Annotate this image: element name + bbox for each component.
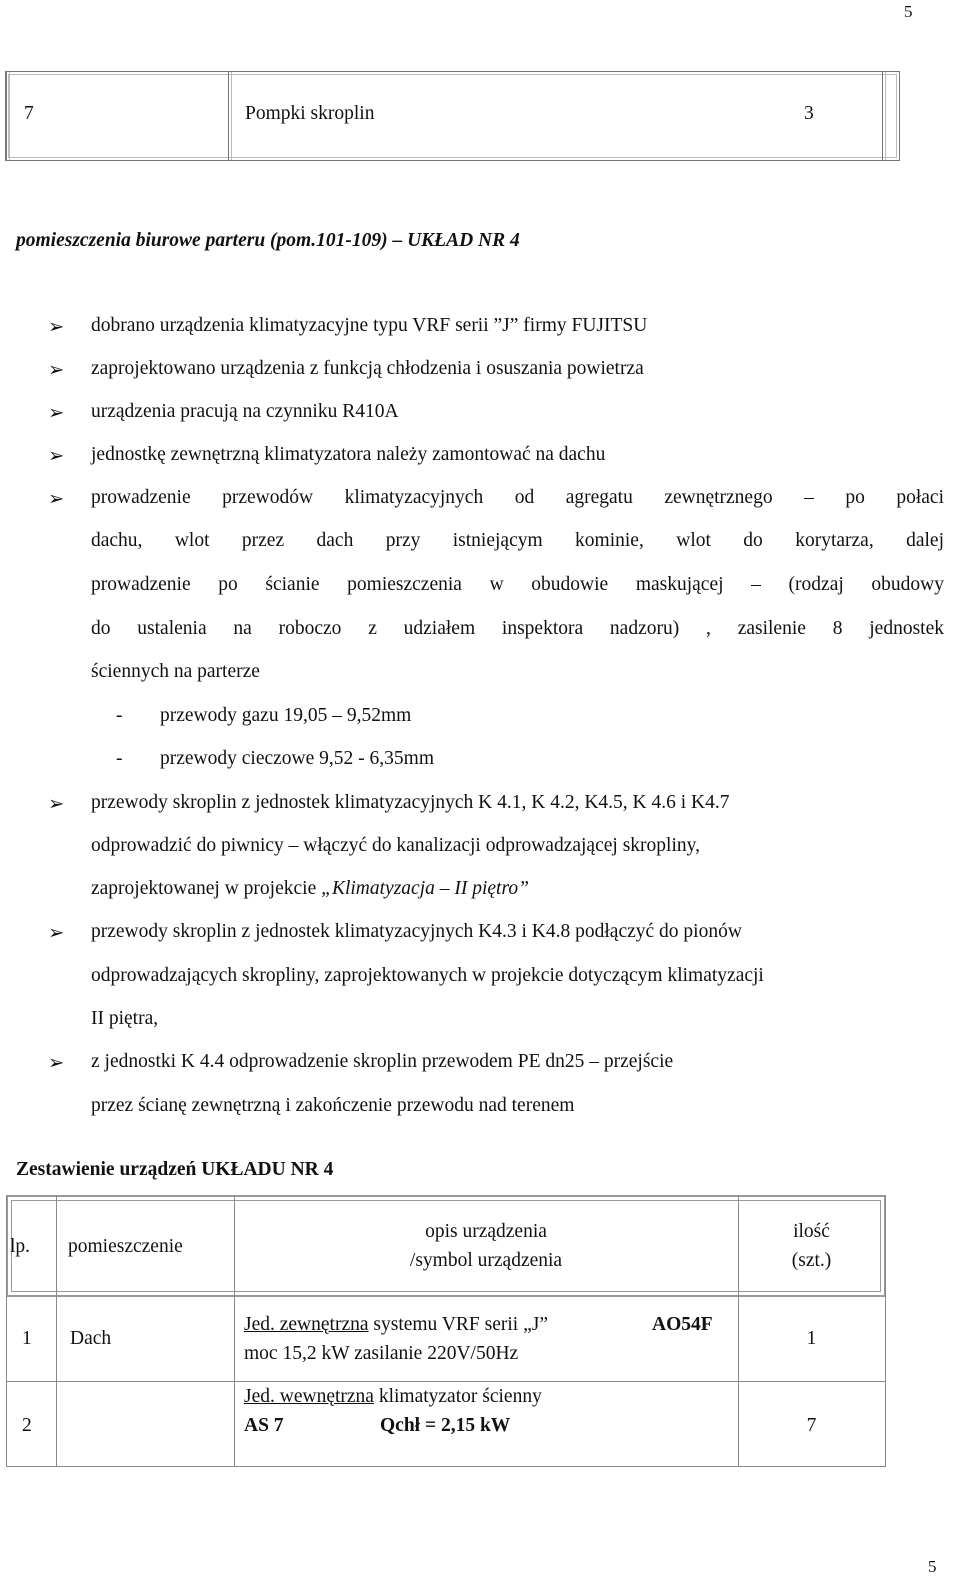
sub-dash: -: [116, 748, 123, 769]
header-room: pomieszczenie: [68, 1236, 183, 1257]
row2-lp: 2: [22, 1415, 32, 1436]
row1-desc-line2: moc 15,2 kW zasilanie 220V/50Hz: [244, 1343, 519, 1364]
sub-item-text: przewody gazu 19,05 – 9,52mm: [160, 705, 412, 726]
summary-table: [6, 1195, 886, 1467]
sub-dash: -: [116, 705, 123, 726]
bullet7-line: przewody skroplin z jednostek klimatyzacyjnych K4.3 i K4.8 podłączyć do pionów: [91, 921, 742, 942]
page-number-bottom: 5: [928, 1557, 937, 1576]
arrow-bullet-icon: ➢: [48, 360, 65, 381]
bullet6-line3-italic: „Klimatyzacja – II piętro”: [321, 878, 529, 899]
row1-lp: 1: [22, 1328, 32, 1349]
bullet5-line: do ustalenia na roboczo z udziałem inspektora nadzoru) , zasilenie 8 jednostek: [91, 618, 944, 639]
table-divider: [228, 72, 232, 160]
table-divider: [882, 72, 886, 160]
arrow-bullet-icon: ➢: [48, 923, 65, 944]
bullet-text: zaprojektowano urządzenia z funkcją chłodzenia i osuszania powietrza: [91, 358, 644, 379]
sub-item-text: przewody cieczowe 9,52 - 6,35mm: [160, 748, 434, 769]
header-desc-line2: /symbol urządzenia: [409, 1250, 563, 1271]
row1-room: Dach: [70, 1328, 112, 1349]
arrow-bullet-icon: ➢: [48, 446, 65, 467]
arrow-bullet-icon: ➢: [48, 489, 65, 510]
arrow-bullet-icon: ➢: [48, 403, 65, 424]
header-qty-line2: (szt.): [791, 1250, 832, 1271]
arrow-bullet-icon: ➢: [48, 794, 65, 815]
table-divider: [6, 72, 10, 160]
row2-desc-model: AS 7: [244, 1415, 284, 1436]
col-divider: [56, 1195, 57, 1467]
section-heading: pomieszczenia biurowe parteru (pom.101-109) – UKŁAD NR 4: [16, 230, 520, 251]
row1-desc-rest: systemu VRF serii „J”: [368, 1314, 548, 1335]
bullet5-line: dachu, wlot przez dach przy istniejącym kominie, wlot do korytarza, dalej: [91, 530, 944, 551]
arrow-bullet-icon: ➢: [48, 1053, 65, 1074]
summary-title: Zestawienie urządzeń UKŁADU NR 4: [16, 1159, 334, 1180]
arrow-bullet-icon: ➢: [48, 317, 65, 338]
row1-desc-line1: [244, 1314, 548, 1336]
top-table-col1: 7: [24, 103, 34, 124]
bullet7-line: odprowadzających skropliny, zaprojektowanych w projekcie dotyczącym klimatyzacji: [91, 965, 764, 986]
bullet-text: dobrano urządzenia klimatyzacyjne typu VRF serii ”J” firmy FUJITSU: [91, 315, 648, 336]
col-divider: [6, 1195, 7, 1467]
bullet8-line: przez ścianę zewnętrzną i zakończenie przewodu nad terenem: [91, 1095, 575, 1116]
bullet6-line: [91, 878, 529, 900]
header-desc-line1: opis urządzenia: [425, 1221, 547, 1242]
bullet5-line: prowadzenie przewodów klimatyzacyjnych od agregatu zewnętrznego – po połaci: [91, 487, 944, 508]
bullet8-line: z jednostki K 4.4 odprowadzenie skroplin przewodem PE dn25 – przejście: [91, 1051, 674, 1072]
top-table-col2: Pompki skroplin: [245, 103, 375, 124]
row1-desc-model: AO54F: [652, 1314, 713, 1335]
row2-desc-line1: [244, 1386, 542, 1408]
bullet6-line3-plain: zaprojektowanej w projekcie: [91, 878, 322, 899]
row2-qty: 7: [806, 1415, 817, 1436]
header-lp: lp.: [10, 1236, 31, 1257]
bullet5-line: prowadzenie po ścianie pomieszczenia w obudowie maskującej – (rodzaj obudowy: [91, 574, 944, 595]
row-divider: [6, 1381, 886, 1382]
row1-qty: 1: [806, 1328, 817, 1349]
col-divider: [885, 1195, 886, 1467]
top-table-col3: 3: [804, 103, 814, 124]
row-divider: [6, 1466, 886, 1467]
bullet6-line: przewody skroplin z jednostek klimatyzacyjnych K 4.1, K 4.2, K4.5, K 4.6 i K4.7: [91, 792, 730, 813]
header-qty-line1: ilość: [793, 1221, 830, 1242]
page-number-top: 5: [904, 2, 913, 21]
row2-desc-power: Qchł = 2,15 kW: [380, 1415, 511, 1436]
bullet7-line: II piętra,: [91, 1008, 159, 1029]
row1-desc-underlined: Jed. zewnętrzna: [244, 1314, 369, 1335]
bullet-text: urządzenia pracują na czynniku R410A: [91, 401, 399, 422]
bullet5-line: ściennych na parterze: [91, 661, 260, 682]
row2-desc-rest: klimatyzator ścienny: [373, 1386, 542, 1407]
bullet-text: jednostkę zewnętrzną klimatyzatora należy zamontować na dachu: [91, 444, 606, 465]
top-table: [5, 71, 900, 161]
bullet6-line: odprowadzić do piwnicy – włączyć do kanalizacji odprowadzającej skropliny,: [91, 835, 700, 856]
row2-desc-underlined: Jed. wewnętrzna: [244, 1386, 374, 1407]
